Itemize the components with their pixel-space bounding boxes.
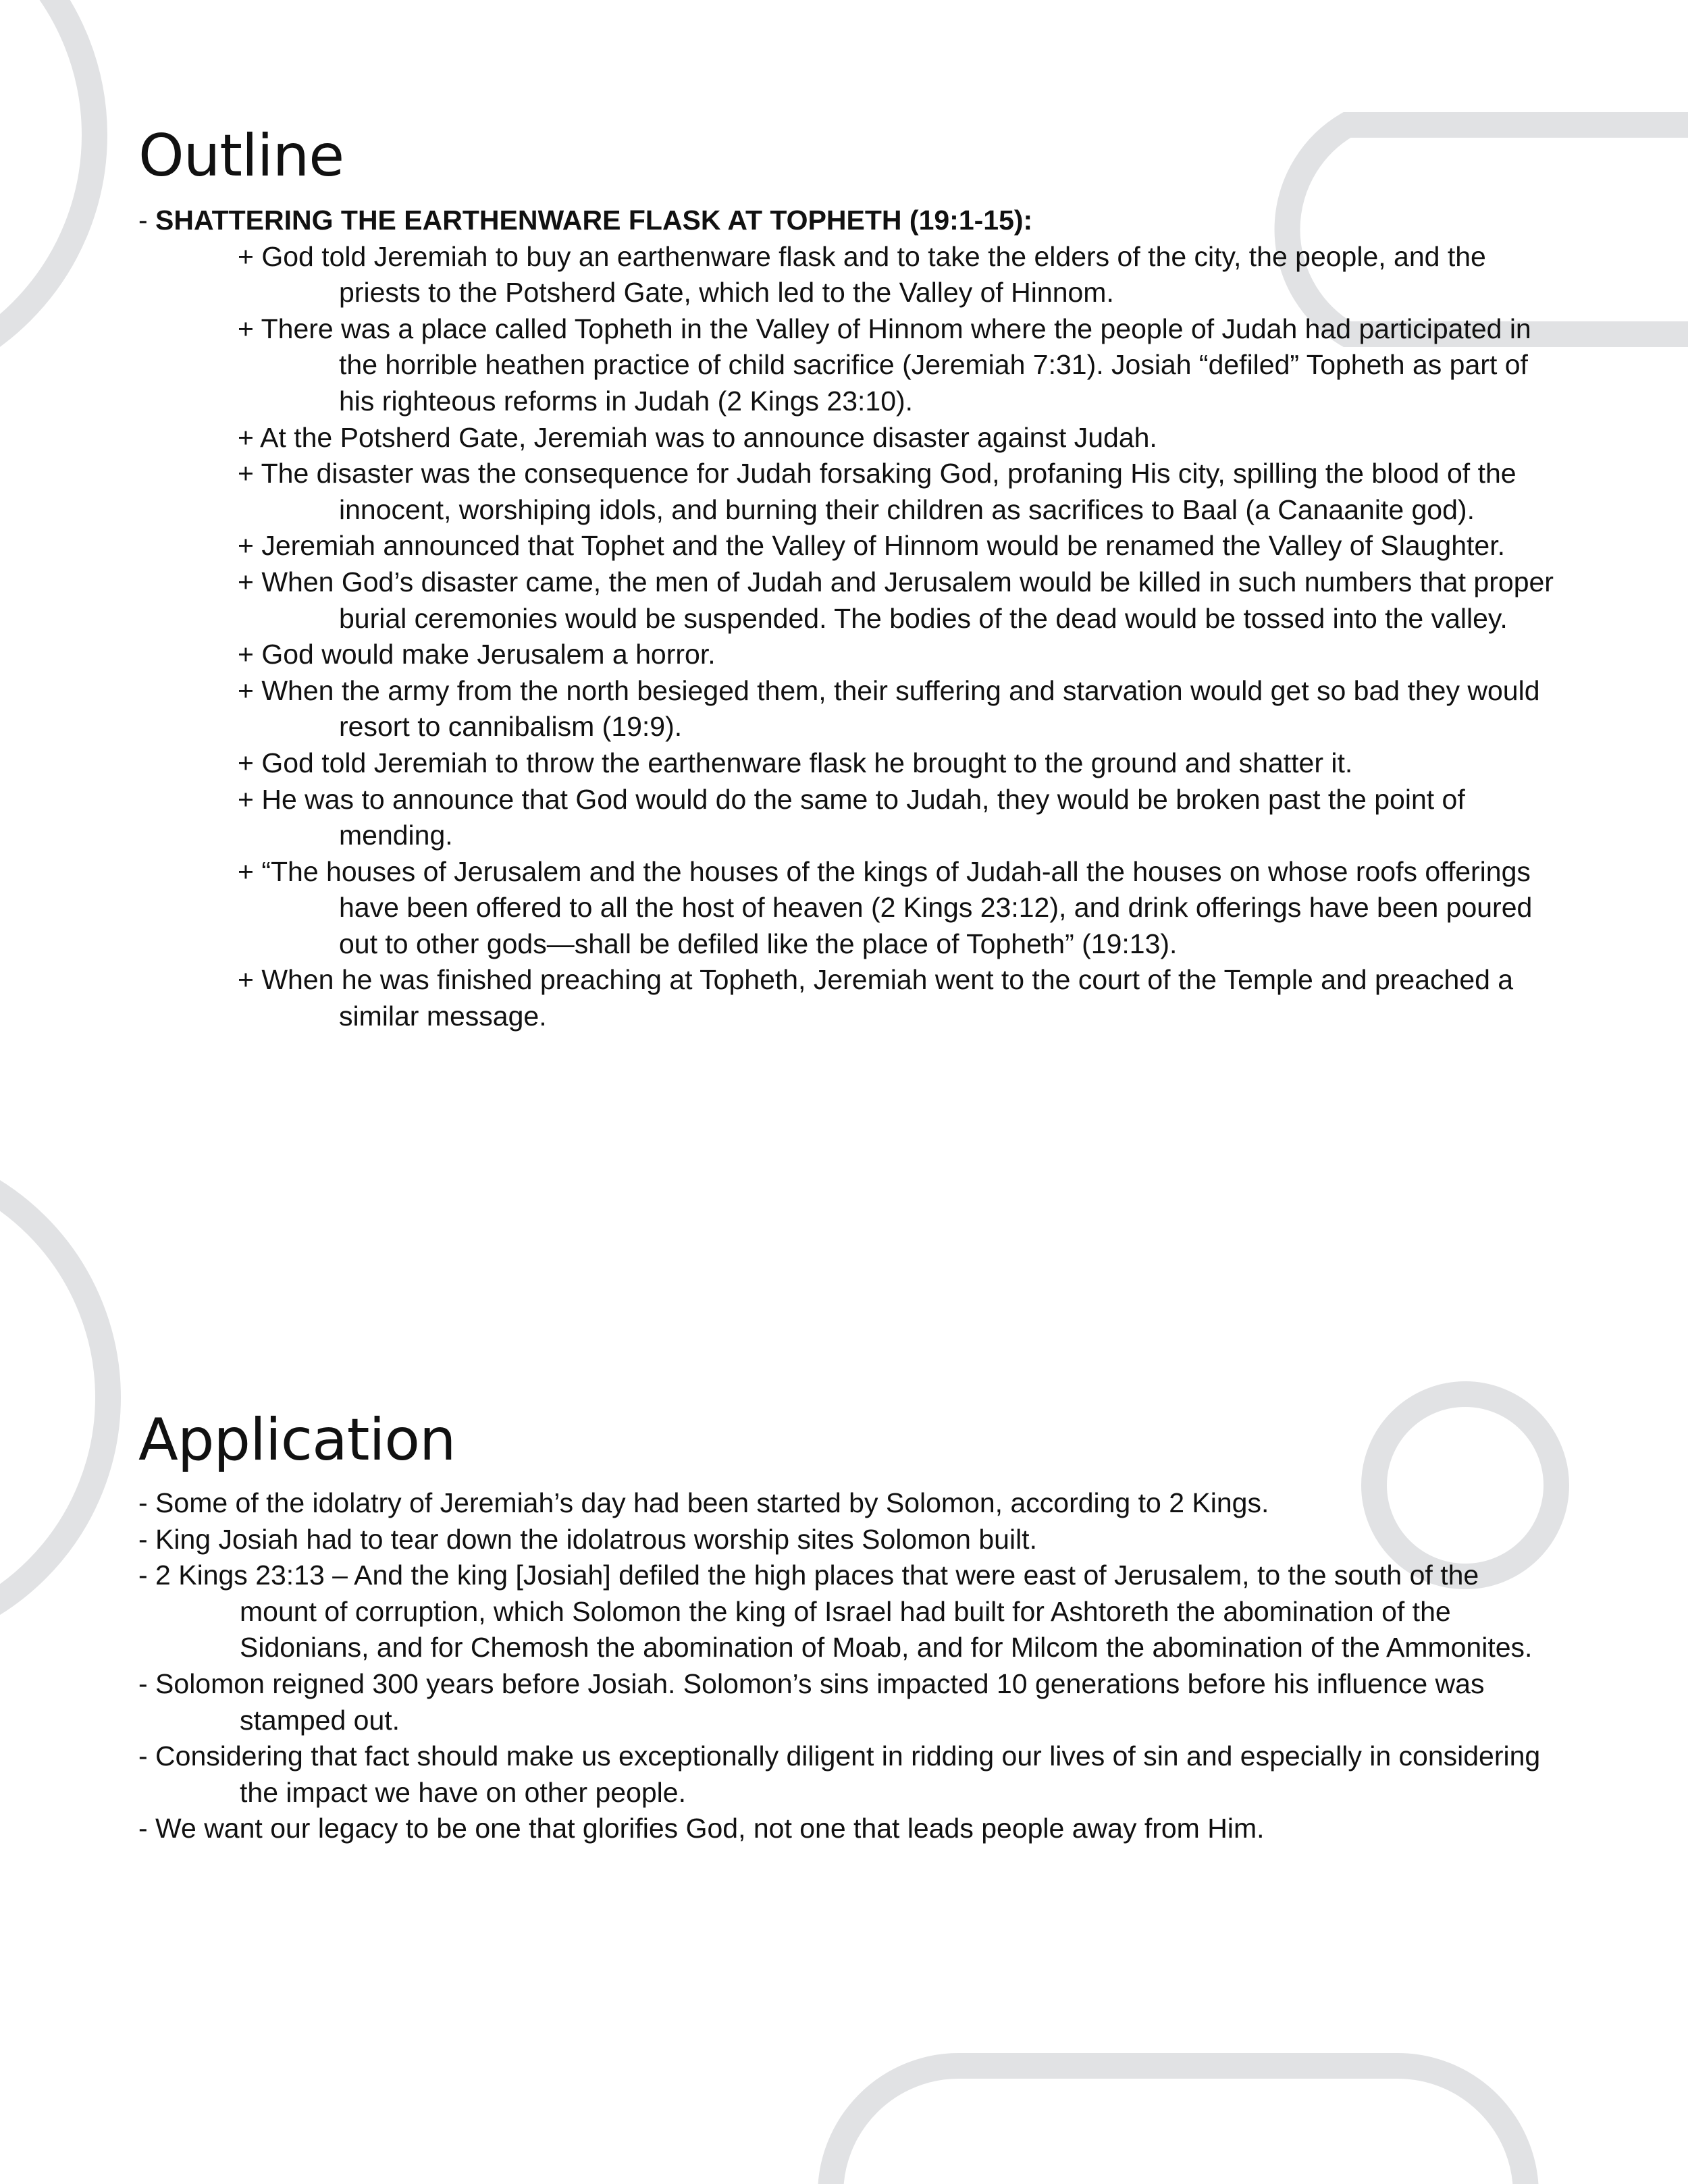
- point-text: “The houses of Jerusalem and the houses of the kings of Judah-all the houses on whose roofs offerings have been offered to all the host of heaven (2 Kings 23:12), and drink offerings have been poured out to other gods—shall be defiled like the place of Topheth” (19:13).: [261, 855, 1533, 959]
- point-text: Jeremiah announced that Tophet and the Valley of Hinnom would be renamed the Valley of Slaughter.: [261, 530, 1506, 562]
- outline-point: [138, 528, 1563, 564]
- deco-arc-mid-left: [0, 1154, 108, 1641]
- application-point: [138, 1738, 1563, 1811]
- application-point: [138, 1522, 1563, 1558]
- point-prefix: +: [238, 964, 262, 996]
- application-list: [138, 1485, 1563, 1847]
- outline-points: [138, 239, 1563, 1035]
- point-prefix: +: [238, 421, 261, 453]
- point-text: When the army from the north besieged them, their suffering and starvation would get so bad they would resort to cannibalism (19:9).: [261, 674, 1540, 743]
- point-prefix: -: [138, 1487, 156, 1518]
- outline-heading: Outline: [138, 122, 344, 190]
- point-text: At the Potsherd Gate, Jeremiah was to announce disaster against Judah.: [260, 421, 1157, 453]
- application-point: [138, 1666, 1563, 1738]
- point-text: There was a place called Topheth in the Valley of Hinnom where the people of Judah had participated in the horrible heathen practice of child sacrifice (Jeremiah 7:31). Josiah “defiled” Topheth as part of his righteous reforms in Judah (2 Kings 23:10).: [261, 313, 1531, 417]
- point-prefix: +: [238, 566, 262, 597]
- point-text: He was to announce that God would do the same to Judah, they would be broken past the point of mending.: [261, 783, 1465, 851]
- outline-list: [138, 203, 1563, 1035]
- deco-pill-bottom: [830, 2066, 1526, 2184]
- point-text: When God’s disaster came, the men of Judah and Jerusalem would be killed in such numbers that proper burial ceremonies would be suspended. The bodies of the dead would be tossed into the valley.: [261, 566, 1554, 634]
- section-title: SHATTERING THE EARTHENWARE FLASK AT TOPHETH (19:1-15):: [155, 205, 1033, 236]
- outline-point: [138, 673, 1563, 745]
- outline-point: [138, 311, 1563, 420]
- outline-point: [138, 564, 1563, 637]
- outline-point: [138, 782, 1563, 854]
- outline-point: [138, 637, 1563, 673]
- point-prefix: -: [138, 1523, 156, 1555]
- point-text: When he was finished preaching at Topheth, Jeremiah went to the court of the Temple and preached a similar message.: [261, 964, 1514, 1032]
- application-point: [138, 1811, 1563, 1847]
- point-text: We want our legacy to be one that glorifies God, not one that leads people away from Him.: [155, 1813, 1265, 1844]
- point-prefix: +: [238, 458, 261, 489]
- point-prefix: +: [238, 783, 262, 815]
- point-prefix: -: [138, 1560, 156, 1591]
- application-point: [138, 1485, 1563, 1522]
- point-text: 2 Kings 23:13 – And the king [Josiah] defiled the high places that were east of Jerusalem, to the south of the mount of corruption, which Solomon the king of Israel had built for Ashtoreth the abomination of the Sidonians, and for Chemosh the abomination of Moab, and for Milcom the abomination of the Ammonites.: [155, 1560, 1533, 1663]
- point-prefix: +: [238, 855, 262, 887]
- point-text: King Josiah had to tear down the idolatrous worship sites Solomon built.: [155, 1523, 1037, 1555]
- point-text: God told Jeremiah to throw the earthenware flask he brought to the ground and shatter it.: [261, 747, 1353, 778]
- point-prefix: +: [238, 530, 262, 562]
- point-prefix: +: [238, 747, 262, 778]
- point-prefix: +: [238, 313, 261, 344]
- point-text: Solomon reigned 300 years before Josiah. Solomon’s sins impacted 10 generations before his influence was stamped out.: [155, 1668, 1485, 1736]
- point-prefix: -: [138, 1813, 156, 1844]
- outline-point: [138, 420, 1563, 456]
- deco-arc-top-left: [0, 0, 95, 385]
- outline-point: [138, 456, 1563, 528]
- point-text: God told Jeremiah to buy an earthenware flask and to take the elders of the city, the people, and the priests to the Potsherd Gate, which led to the Valley of Hinnom.: [261, 240, 1486, 309]
- outline-point: [138, 854, 1563, 963]
- point-prefix: +: [238, 639, 262, 670]
- application-heading: Application: [138, 1406, 456, 1474]
- outline-point: [138, 745, 1563, 782]
- point-text: Some of the idolatry of Jeremiah’s day had been started by Solomon, according to 2 Kings.: [155, 1487, 1269, 1518]
- point-text: God would make Jerusalem a horror.: [261, 639, 716, 670]
- outline-section-title: [138, 203, 1563, 239]
- point-text: The disaster was the consequence for Judah forsaking God, profaning His city, spilling the blood of the innocent, worshiping idols, and burning their children as sacrifices to Baal (a Canaanite god).: [261, 458, 1516, 525]
- point-prefix: -: [138, 1668, 156, 1699]
- point-text: Considering that fact should make us exceptionally diligent in ridding our lives of sin and especially in considering the impact we have on other people.: [155, 1740, 1541, 1808]
- outline-point: [138, 239, 1563, 311]
- point-prefix: +: [238, 240, 262, 272]
- application-point: [138, 1557, 1563, 1666]
- point-prefix: -: [138, 1740, 156, 1772]
- point-prefix: +: [238, 674, 262, 706]
- section-prefix: -: [138, 205, 156, 236]
- outline-point: [138, 962, 1563, 1034]
